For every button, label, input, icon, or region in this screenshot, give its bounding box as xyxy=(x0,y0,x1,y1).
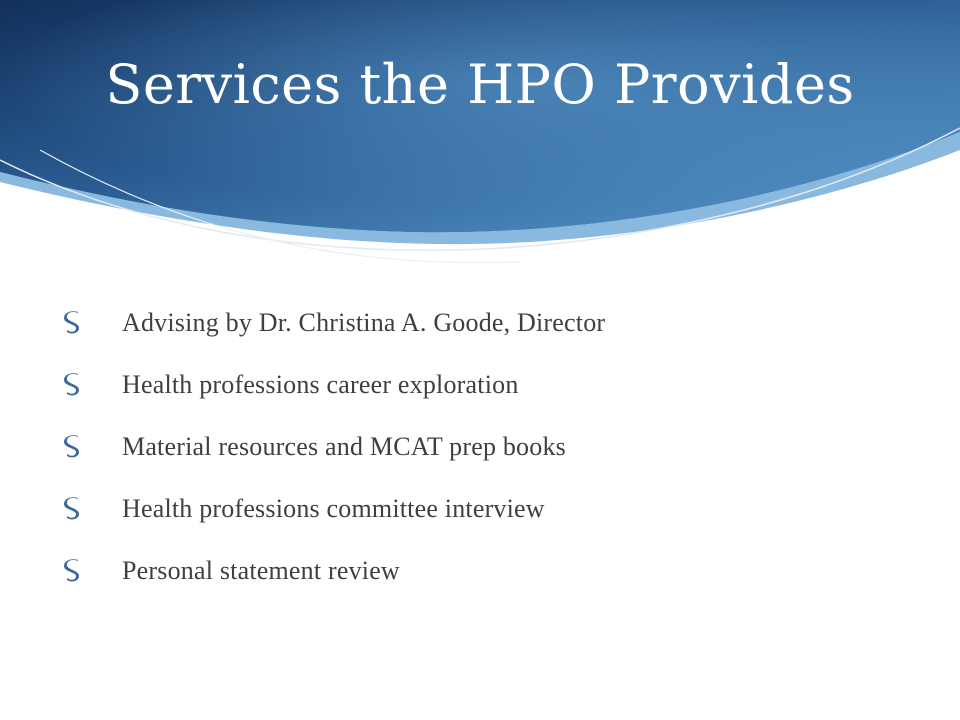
bullet-item xyxy=(62,478,922,540)
s-swirl-bullet-icon xyxy=(62,371,84,399)
header-wave-background xyxy=(0,0,960,300)
s-swirl-bullet-icon xyxy=(62,557,84,585)
s-swirl-bullet-icon xyxy=(62,495,84,523)
slide-title: Services the HPO Provides xyxy=(105,53,855,116)
bullet-text: Health professions career exploration xyxy=(122,370,519,399)
bullet-item xyxy=(62,354,922,416)
bullet-list xyxy=(62,292,922,602)
bullet-text: Personal statement review xyxy=(122,556,400,585)
bullet-item xyxy=(62,416,922,478)
bullet-text: Advising by Dr. Christina A. Goode, Director xyxy=(122,308,606,337)
bullet-item xyxy=(62,540,922,602)
bullet-text: Health professions committee interview xyxy=(122,494,545,523)
s-swirl-bullet-icon xyxy=(62,433,84,461)
bullet-item xyxy=(62,292,922,354)
bullet-text: Material resources and MCAT prep books xyxy=(122,432,566,461)
s-swirl-bullet-icon xyxy=(62,309,84,337)
header-wave-glow xyxy=(0,0,960,232)
